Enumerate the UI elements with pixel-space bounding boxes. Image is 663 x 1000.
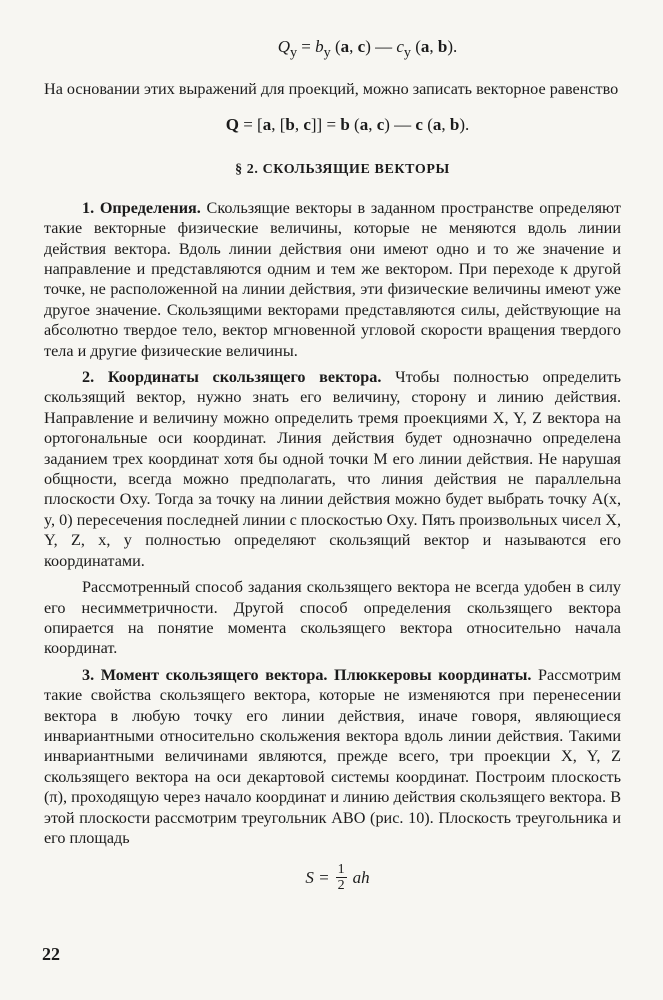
fraction-denominator: 2 [337,878,345,894]
section-2-title: 2. Координаты скользящего вектора. [82,368,382,387]
section-1-paragraph [44,198,621,361]
fraction-numerator: 1 [337,862,345,878]
intro-paragraph: На основании этих выражений для проекций, можно записать векторное равенство [44,80,619,99]
area-lhs: S = [305,867,330,887]
formula-vector-identity: Q = [a, [b, c]] = b (a, c) — c (a, b). [225,114,470,134]
formula-q-y: $Q_y = b_y$ (a, c) — $c_y$ (a, b). [277,37,458,61]
page-number: 22 [42,944,60,964]
section-2-body: Чтобы полностью определить скользящий вектор, нужно знать его величину, сторону и линию действия. Направление и величину можно определить тремя проекциями X, Y, Z вектора на ортогональные оси координат. Линия действия будет однозначно определена заданием трех координат хотя бы одной точки M его линии действия. Не нарушая общности, всегда можно предполагать, что линия действия не параллельна плоскости Oxy. Тогда за точку на линии действия можно будет выбрать точку A(x, y, 0) пересечения последней линии с плоскостью Oxy. Пять произвольных чисел X, Y, Z, x, y полностью определяют скользящий вектор и называются его координатами. [44,368,622,570]
section-3-paragraph [44,665,621,849]
section-1-title: 1. Определения. [82,198,201,217]
section-2-paragraph-2: Рассмотренный способ задания скользящего вектора не всегда удобен в силу его несимметричности. Другой способ определения скользящего вектора опирается на понятие момента скользящего вектора относительно начала координат. [44,578,621,658]
fraction-one-half [336,862,347,893]
page-content [44,30,621,893]
section-1-body: Скользящие векторы в заданном пространстве определяют такие векторные физические величины, которые не меняются вдоль линии действия вектора. Вдоль линии действия они имеют одно и то же значение и направление и представляются одним и тем же вектором. При переходе к другой точке, не расположенной на линии действия, эти физические величины имеют уже другое значение. Скользящими векторами представляются силы, действующие на абсолютно твердое тело, вектор мгновенной угловой скорости вращения твердого тела и другие физические величины. [44,198,621,360]
section-3-title: 3. Момент скользящего вектора. Плюккеровы координаты. [82,665,532,684]
section-heading: § 2. СКОЛЬЗЯЩИЕ ВЕКТОРЫ [235,161,450,177]
area-rhs: ah [352,867,370,887]
formula-area [44,862,621,893]
section-3-body: Рассмотрим такие свойства скользящего вектора, которые не изменяются при перенесении вектора в любую точку его линии действия, иначе говоря, являющиеся инвариантными относительно скольжения вектора вдоль линии действия. Такими инвариантными величинами являются, прежде всего, три проекции X, Y, Z скользящего вектора на оси декартовой системы координат. Построим плоскость (π), проходящую через начало координат и линию действия скользящего вектора. В этой плоскости рассмотрим треугольник ABO (рис. 10). Плоскость треугольника и его площадь [44,665,621,847]
section-2-paragraph [44,367,621,571]
